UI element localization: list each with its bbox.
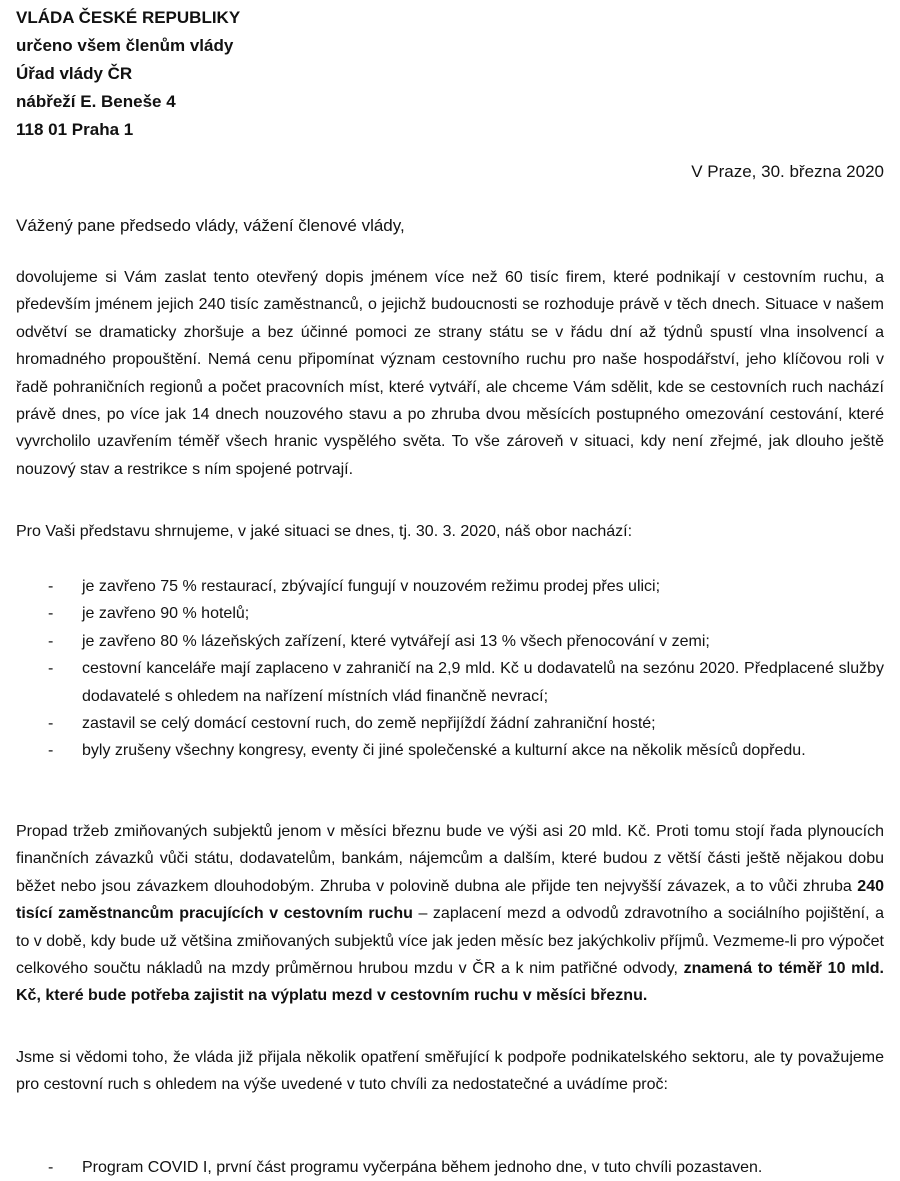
letter-date: V Praze, 30. března 2020 (691, 162, 884, 181)
list-item-text: zastavil se celý domácí cestovní ruch, do země nepřijíždí žádní zahraniční hosté; (82, 715, 656, 733)
list-item-text: Program COVID I, první část programu vyčerpána během jednoho dne, v tuto chvíli pozastaven. (82, 1159, 763, 1176)
list-item (16, 573, 884, 600)
sender-line-recipients: určeno všem členům vlády (16, 36, 234, 55)
list-item-text: je zavřeno 75 % restaurací, zbývající fungují v nouzovém režimu prodej přes ulici; (82, 578, 661, 595)
bullet-dash: - (48, 578, 54, 595)
list-item (16, 628, 884, 655)
measures-list (16, 1154, 884, 1181)
list-item (16, 655, 884, 710)
list-item-text: cestovní kanceláře mají zaplaceno v zahraničí na 2,9 mld. Kč u dodavatelů na sezónu 2020. Předplacené služby dodavatelé s ohledem na nařízení místních vlád finančně nevrací; (82, 660, 884, 705)
paragraph-government-measures: Jsme si vědomi toho, že vláda již přijala několik opatření směřující k podpoře podnikatelského sektoru, ale ty považujeme pro cestovní ruch s ohledem na výše uvedené v tuto chvíli za nedostatečné a uvádíme proč: (16, 1049, 884, 1094)
sender-address-block (16, 4, 240, 144)
paragraph-summary-lead: Pro Vaši představu shrnujeme, v jaké situaci se dnes, tj. 30. 3. 2020, náš obor nachází: (16, 523, 633, 540)
list-item (16, 600, 884, 627)
emphasis-employees: 240 tisící zaměstnancům pracujících v cestovním ruchu (16, 877, 884, 923)
situation-list (16, 573, 884, 765)
sender-line-government: VLÁDA ČESKÉ REPUBLIKY (16, 8, 241, 27)
paragraph-text: Propad tržeb zmiňovaných subjektů jenom v měsíci březnu bude ve výši asi 20 mld. Kč. Proti tomu stojí řada plynoucích finančních závazků vůči státu, dodavatelům, bankám, nájemcům a dalším, které budou z větší části ještě nějakou dobu běžet nebo jsou závazkem dlouhodobým. Zhruba v polovině dubna ale přijde ten nejvyšší závazek, a to vůči zhruba (16, 823, 884, 895)
list-item (16, 737, 884, 764)
list-item-text: je zavřeno 90 % hotelů; (82, 605, 250, 623)
bullet-dash: - (48, 660, 54, 678)
list-item-text: je zavřeno 80 % lázeňských zařízení, které vytvářejí asi 13 % všech přenocování v zemi; (82, 632, 710, 650)
bullet-dash: - (48, 1159, 54, 1176)
list-item (16, 1154, 884, 1181)
sender-line-city: 118 01 Praha 1 (16, 120, 134, 139)
paragraph-revenue-loss (16, 818, 884, 1010)
bullet-dash: - (48, 715, 54, 733)
paragraph-text: – zaplacení mezd a odvodů zdravotního a sociálního pojištění, a to v době, kdy bude už většina zmiňovaných subjektů více jak jeden měsíc bez jakýchkoliv příjmů. Vezmeme-li pro výpočet celkového součtu nákladů na mzdy průměrnou hrubou mzdu v ČR a k nim patřičné odvody, (16, 905, 884, 978)
salutation: Vážený pane předsedo vlády, vážení členové vlády, (16, 216, 405, 235)
paragraph-intro: dovolujeme si Vám zaslat tento otevřený dopis jménem více než 60 tisíc firem, které podnikají v cestovním ruchu, a především jménem jejich 240 tisíc zaměstnanců, o jejichž budoucnosti se rozhoduje právě v těch dnech. Situace v našem odvětví se dramaticky zhoršuje a bez účinné pomoci ze strany státu se v řádu dní až týdnů spustí vlna insolvencí a hromadného propouštění. Nemá cenu připomínat význam cestovního ruchu pro naše hospodářství, jeho klíčovou roli v řadě pohraničních regionů a počet pracovních míst, které vytváří, ale chceme Vám sdělit, kde se cestovních ruch nachází právě dnes, po více jak 14 dnech nouzového stavu a po zhruba dvou měsících postupného omezování cestování, které vyvrcholilo uzavřením téměř všech hranic vyspělého světa. To vše zároveň v situaci, kdy není zřejmé, jak dlouho ještě nouzový stav a restrikce s ním spojené potrvají. (16, 269, 884, 478)
sender-line-office: Úřad vlády ČR (16, 64, 133, 83)
bullet-dash: - (48, 742, 54, 760)
bullet-dash: - (48, 632, 54, 650)
bullet-dash: - (48, 605, 54, 623)
list-item (16, 710, 884, 737)
list-item-text: byly zrušeny všechny kongresy, eventy či jiné společenské a kulturní akce na několik měsíců dopředu. (82, 742, 806, 760)
sender-line-street: nábřeží E. Beneše 4 (16, 92, 176, 111)
emphasis-wage-cost: znamená to téměř 10 mld. Kč, které bude potřeba zajistit na výplatu mezd v cestovním ruchu v měsíci březnu. (16, 960, 884, 1005)
